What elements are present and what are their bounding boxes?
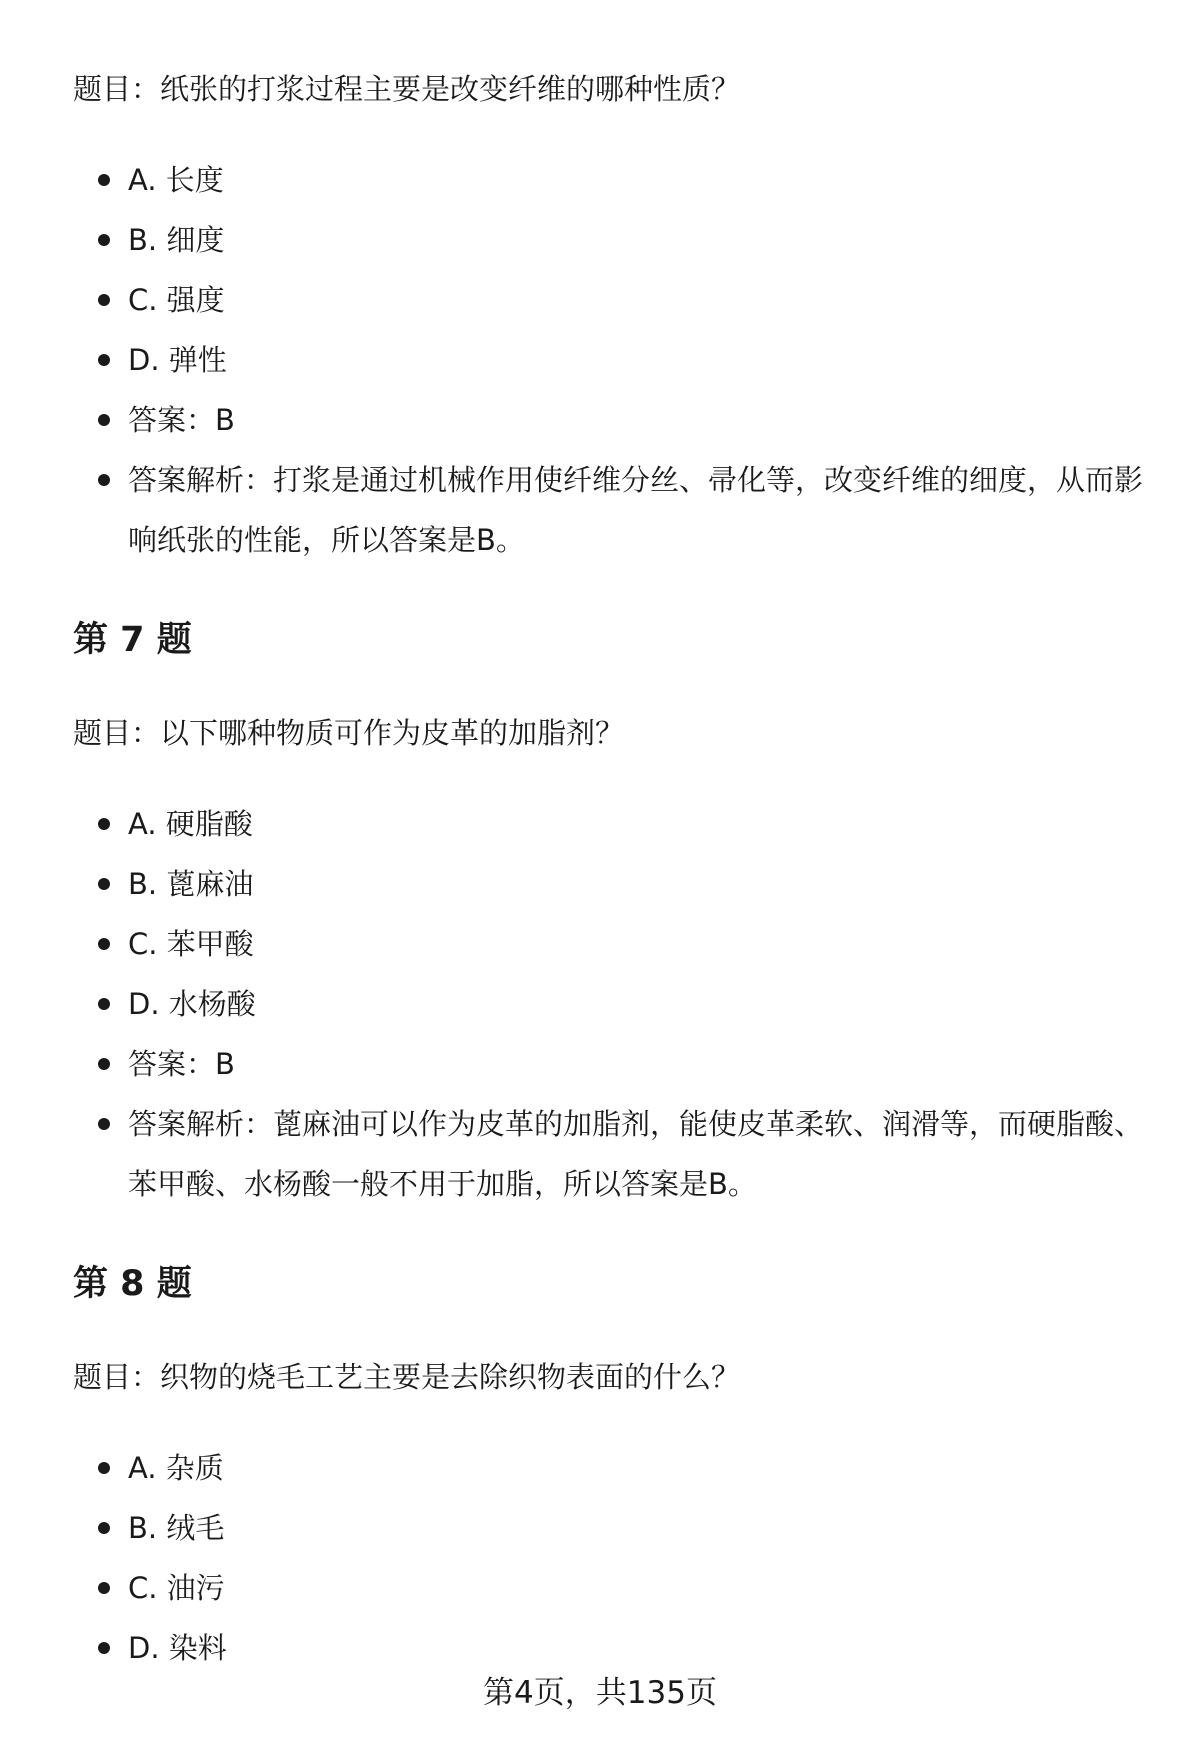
- option-item: [73, 794, 1153, 854]
- question-heading: 第 7 题: [73, 620, 192, 660]
- answer-item: [73, 390, 1153, 450]
- bullet-icon: [98, 474, 110, 486]
- option-item: [73, 210, 1153, 270]
- bullet-icon: [98, 1058, 110, 1070]
- option-text: B. 绒毛: [128, 1511, 225, 1545]
- option-text: C. 苯甲酸: [128, 927, 254, 961]
- option-text: A. 硬脂酸: [128, 807, 253, 841]
- answer-text: 答案：B: [128, 403, 235, 437]
- page-content: [73, 62, 1153, 1678]
- bullet-icon: [98, 294, 110, 306]
- question-text: 题目：纸张的打浆过程主要是改变纤维的哪种性质？: [73, 72, 741, 106]
- answer-text: 答案：B: [128, 1047, 235, 1081]
- option-text: B. 蓖麻油: [128, 867, 254, 901]
- bullet-icon: [98, 998, 110, 1010]
- bullet-icon: [98, 938, 110, 950]
- option-item: [73, 1438, 1153, 1498]
- option-text: A. 杂质: [128, 1451, 224, 1485]
- explanation-text: 答案解析：打浆是通过机械作用使纤维分丝、帚化等，改变纤维的细度，从而影响纸张的性能，所以答案是B。: [128, 463, 1144, 557]
- option-text: B. 细度: [128, 223, 225, 257]
- bullet-icon: [98, 1118, 110, 1130]
- option-item: [73, 150, 1153, 210]
- option-text: D. 水杨酸: [128, 987, 256, 1021]
- option-item: [73, 914, 1153, 974]
- option-item: [73, 854, 1153, 914]
- bullet-icon: [98, 1462, 110, 1474]
- question-heading: 第 8 题: [73, 1264, 192, 1304]
- option-item: [73, 330, 1153, 390]
- bullet-icon: [98, 1522, 110, 1534]
- bullet-icon: [98, 878, 110, 890]
- bullet-icon: [98, 414, 110, 426]
- bullet-icon: [98, 1582, 110, 1594]
- option-list: [73, 150, 1153, 570]
- page-footer: 第4页，共135页: [483, 1675, 717, 1711]
- question-text: 题目：以下哪种物质可作为皮革的加脂剂？: [73, 716, 625, 750]
- option-list: [73, 794, 1153, 1214]
- option-text: D. 染料: [128, 1631, 227, 1665]
- bullet-icon: [98, 174, 110, 186]
- bullet-icon: [98, 1642, 110, 1654]
- bullet-icon: [98, 234, 110, 246]
- bullet-icon: [98, 818, 110, 830]
- option-item: [73, 1558, 1153, 1618]
- bullet-icon: [98, 354, 110, 366]
- explanation-item: [73, 450, 1153, 570]
- option-item: [73, 1498, 1153, 1558]
- option-item: [73, 270, 1153, 330]
- option-text: C. 强度: [128, 283, 225, 317]
- option-list: [73, 1438, 1153, 1678]
- option-text: D. 弹性: [128, 343, 227, 377]
- explanation-text: 答案解析：蓖麻油可以作为皮革的加脂剂，能使皮革柔软、润滑等，而硬脂酸、苯甲酸、水杨酸一般不用于加脂，所以答案是B。: [128, 1107, 1144, 1201]
- option-text: C. 油污: [128, 1571, 225, 1605]
- option-item: [73, 974, 1153, 1034]
- question-text: 题目：织物的烧毛工艺主要是去除织物表面的什么？: [73, 1360, 741, 1394]
- explanation-item: [73, 1094, 1153, 1214]
- option-text: A. 长度: [128, 163, 224, 197]
- answer-item: [73, 1034, 1153, 1094]
